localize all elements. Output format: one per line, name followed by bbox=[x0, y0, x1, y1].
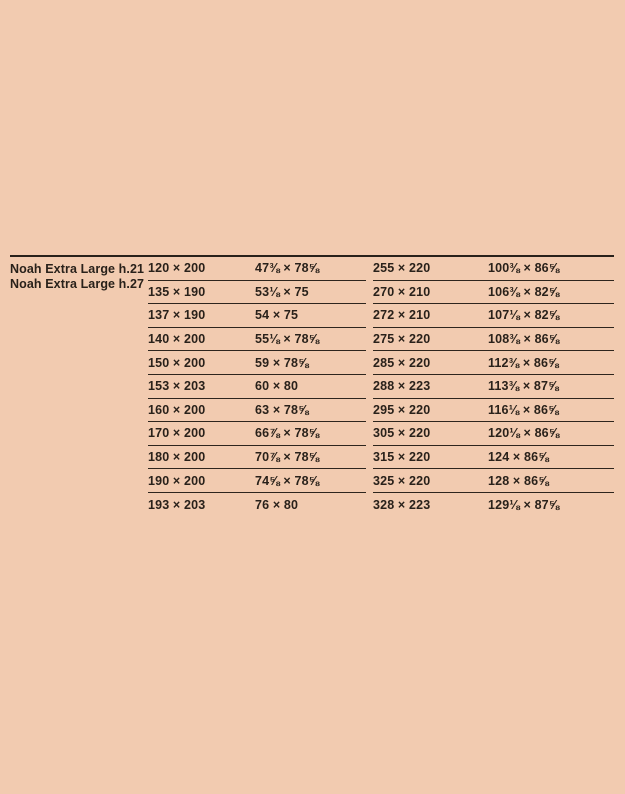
size-cm-value: 272 × 210 bbox=[373, 308, 431, 323]
size-cm-value: 270 × 210 bbox=[373, 284, 431, 299]
size-cm-value: 153 × 203 bbox=[148, 379, 206, 394]
size-cm-value: 193 × 203 bbox=[148, 497, 206, 512]
size-inch-value: 70⅞ × 78⅝ bbox=[255, 450, 320, 465]
size-table-row bbox=[148, 446, 366, 470]
size-cm-value: 160 × 200 bbox=[148, 402, 206, 417]
size-table-row bbox=[373, 422, 614, 446]
size-table-row bbox=[373, 304, 614, 328]
size-table-row bbox=[148, 351, 366, 375]
size-inch-value: 106⅜ × 82⅝ bbox=[488, 284, 560, 299]
size-inch-value: 129⅛ × 87⅝ bbox=[488, 497, 560, 512]
size-inch-value: 59 × 78⅝ bbox=[255, 355, 309, 370]
size-cm-value: 180 × 200 bbox=[148, 450, 206, 465]
size-cm-value: 328 × 223 bbox=[373, 497, 431, 512]
product-name-column bbox=[10, 257, 148, 291]
size-inch-value: 54 × 75 bbox=[255, 308, 299, 323]
size-table-row bbox=[148, 469, 366, 493]
size-cm-value: 288 × 223 bbox=[373, 379, 431, 394]
size-inch-value: 116⅛ × 86⅝ bbox=[488, 402, 559, 417]
size-table-row bbox=[148, 493, 366, 517]
size-table-row bbox=[148, 399, 366, 423]
size-cm-value: 135 × 190 bbox=[148, 284, 206, 299]
size-inch-value: 107⅛ × 82⅝ bbox=[488, 308, 560, 323]
size-table-row bbox=[148, 375, 366, 399]
size-inch-value: 113⅜ × 87⅝ bbox=[488, 379, 559, 394]
size-inch-value: 120⅛ × 86⅝ bbox=[488, 426, 560, 441]
size-cm-value: 150 × 200 bbox=[148, 355, 206, 370]
size-cm-value: 315 × 220 bbox=[373, 450, 431, 465]
size-table-row bbox=[373, 399, 614, 423]
size-table-row bbox=[373, 281, 614, 305]
size-cm-value: 140 × 200 bbox=[148, 332, 206, 347]
size-inch-value: 63 × 78⅝ bbox=[255, 402, 309, 417]
size-table-row bbox=[148, 304, 366, 328]
size-cm-value: 255 × 220 bbox=[373, 261, 431, 276]
size-cm-value: 285 × 220 bbox=[373, 355, 431, 370]
size-inch-value: 76 × 80 bbox=[255, 497, 299, 512]
size-inch-value: 60 × 80 bbox=[255, 379, 299, 394]
size-cm-value: 120 × 200 bbox=[148, 261, 206, 276]
size-cm-value: 275 × 220 bbox=[373, 332, 431, 347]
size-cm-value: 325 × 220 bbox=[373, 473, 431, 488]
product-name-line-1: Noah Extra Large h.21 bbox=[10, 262, 145, 276]
product-size-table bbox=[10, 255, 614, 517]
size-table-row bbox=[148, 257, 366, 281]
size-table-row bbox=[148, 328, 366, 352]
size-cm-value: 137 × 190 bbox=[148, 308, 206, 323]
size-table-row bbox=[373, 469, 614, 493]
size-table-row bbox=[373, 257, 614, 281]
size-group-right bbox=[373, 257, 614, 517]
size-inch-value: 55⅛ × 78⅝ bbox=[255, 332, 320, 347]
size-inch-value: 112⅜ × 86⅝ bbox=[488, 355, 559, 370]
size-cm-value: 305 × 220 bbox=[373, 426, 431, 441]
product-name-line-2: Noah Extra Large h.27 bbox=[10, 276, 145, 291]
size-table-row bbox=[373, 328, 614, 352]
size-table-row bbox=[373, 493, 614, 517]
size-table-row bbox=[373, 446, 614, 470]
size-inch-value: 124 × 86⅝ bbox=[488, 450, 549, 465]
size-cm-value: 295 × 220 bbox=[373, 402, 431, 417]
size-inch-value: 66⅞ × 78⅝ bbox=[255, 426, 320, 441]
size-table-row bbox=[373, 375, 614, 399]
size-inch-value: 74⅝ × 78⅝ bbox=[255, 473, 320, 488]
size-table-row bbox=[148, 422, 366, 446]
size-inch-value: 128 × 86⅝ bbox=[488, 473, 549, 488]
size-inch-value: 100⅜ × 86⅝ bbox=[488, 261, 560, 276]
size-table-row bbox=[373, 351, 614, 375]
size-table-row bbox=[148, 281, 366, 305]
size-cm-value: 190 × 200 bbox=[148, 473, 206, 488]
size-cm-value: 170 × 200 bbox=[148, 426, 206, 441]
size-inch-value: 47⅜ × 78⅝ bbox=[255, 261, 320, 276]
size-inch-value: 108⅜ × 86⅝ bbox=[488, 332, 560, 347]
size-inch-value: 53⅛ × 75 bbox=[255, 284, 309, 299]
size-group-left bbox=[148, 257, 366, 517]
